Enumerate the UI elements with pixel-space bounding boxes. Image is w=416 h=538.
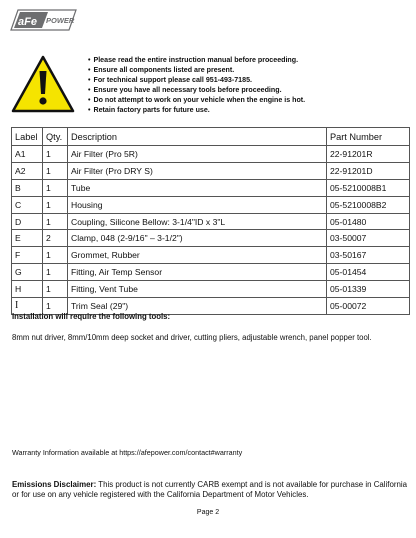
cell-part-number: 22-91201D [327,162,410,179]
header-description: Description [68,128,327,146]
parts-table [11,127,410,315]
cell-part-number: 05-5210008B2 [327,196,410,213]
table-row [12,162,410,179]
table-row [12,146,410,163]
header-part-number: Part Number [327,128,410,146]
cell-part-number: 05-01480 [327,213,410,230]
cell-part-number: 03-50007 [327,230,410,247]
cell-description: Housing [68,196,327,213]
warning-item: • Please read the entire instruction manual before proceeding. [88,55,305,65]
cell-description: Air Filter (Pro DRY S) [68,162,327,179]
warning-item: • For technical support please call 951-493-7185. [88,75,305,85]
page-number: Page 2 [196,509,220,516]
cell-label: G [12,264,43,281]
cell-qty: 1 [43,247,68,264]
afe-power-logo [8,6,78,34]
warranty-info: Warranty Information available at https://afepower.com/contact#warranty [12,448,243,457]
cell-label: H [12,281,43,298]
cell-label: C [12,196,43,213]
emissions-text: This product is not currently CARB exempt and is not available for purchase in California or for use on any vehicle registered with the California Department of Motor Vehicles. [12,480,408,500]
tools-list-text: 8mm nut driver, 8mm/10mm deep socket and driver, cutting pliers, adjustable wrench, panel popper tool. [12,333,372,342]
cell-qty: 1 [43,162,68,179]
emissions-label: Emissions Disclaimer: [12,480,97,489]
warning-triangle-icon [10,54,76,114]
cell-label: F [12,247,43,264]
parts-table-header [12,128,410,146]
cell-part-number: 05-00072 [327,298,410,315]
warning-item: • Retain factory parts for future use. [88,105,305,115]
header-label: Label [12,128,43,146]
cell-description: Coupling, Silicone Bellow: 3-1/4"ID x 3"L [68,213,327,230]
cell-label: I [12,298,43,315]
emissions-disclaimer [12,480,410,501]
cell-qty: 2 [43,230,68,247]
cell-description: Fitting, Vent Tube [68,281,327,298]
cell-part-number: 22-91201R [327,146,410,163]
cell-qty: 1 [43,196,68,213]
table-row [12,213,410,230]
svg-text:aFe: aFe [18,16,37,28]
cell-qty: 1 [43,298,68,315]
cell-qty: 1 [43,264,68,281]
cell-description: Tube [68,179,327,196]
cell-description: Grommet, Rubber [68,247,327,264]
cell-label: E [12,230,43,247]
svg-text:POWER: POWER [46,16,75,25]
cell-part-number: 05-01339 [327,281,410,298]
table-row [12,196,410,213]
cell-qty: 1 [43,179,68,196]
cell-label: A2 [12,162,43,179]
warning-item: • Ensure all components listed are present. [88,65,305,75]
table-row [12,179,410,196]
tools-heading: Installation will require the following tools: [12,312,171,321]
warning-item: • Ensure you have all necessary tools before proceeding. [88,85,305,95]
cell-description: Fitting, Air Temp Sensor [68,264,327,281]
table-row [12,264,410,281]
header-qty: Qty. [43,128,68,146]
safety-warnings-list [88,55,305,116]
cell-description: Clamp, 048 (2-9/16" – 3-1/2") [68,230,327,247]
cell-qty: 1 [43,146,68,163]
cell-part-number: 05-5210008B1 [327,179,410,196]
table-row [12,281,410,298]
cell-qty: 1 [43,281,68,298]
cell-label: D [12,213,43,230]
cell-description: Trim Seal (29") [68,298,327,315]
cell-qty: 1 [43,213,68,230]
cell-description: Air Filter (Pro 5R) [68,146,327,163]
cell-part-number: 05-01454 [327,264,410,281]
table-row [12,247,410,264]
warning-item: • Do not attempt to work on your vehicle when the engine is hot. [88,95,305,105]
cell-label: A1 [12,146,43,163]
cell-label: B [12,179,43,196]
table-row [12,230,410,247]
cell-part-number: 03-50167 [327,247,410,264]
